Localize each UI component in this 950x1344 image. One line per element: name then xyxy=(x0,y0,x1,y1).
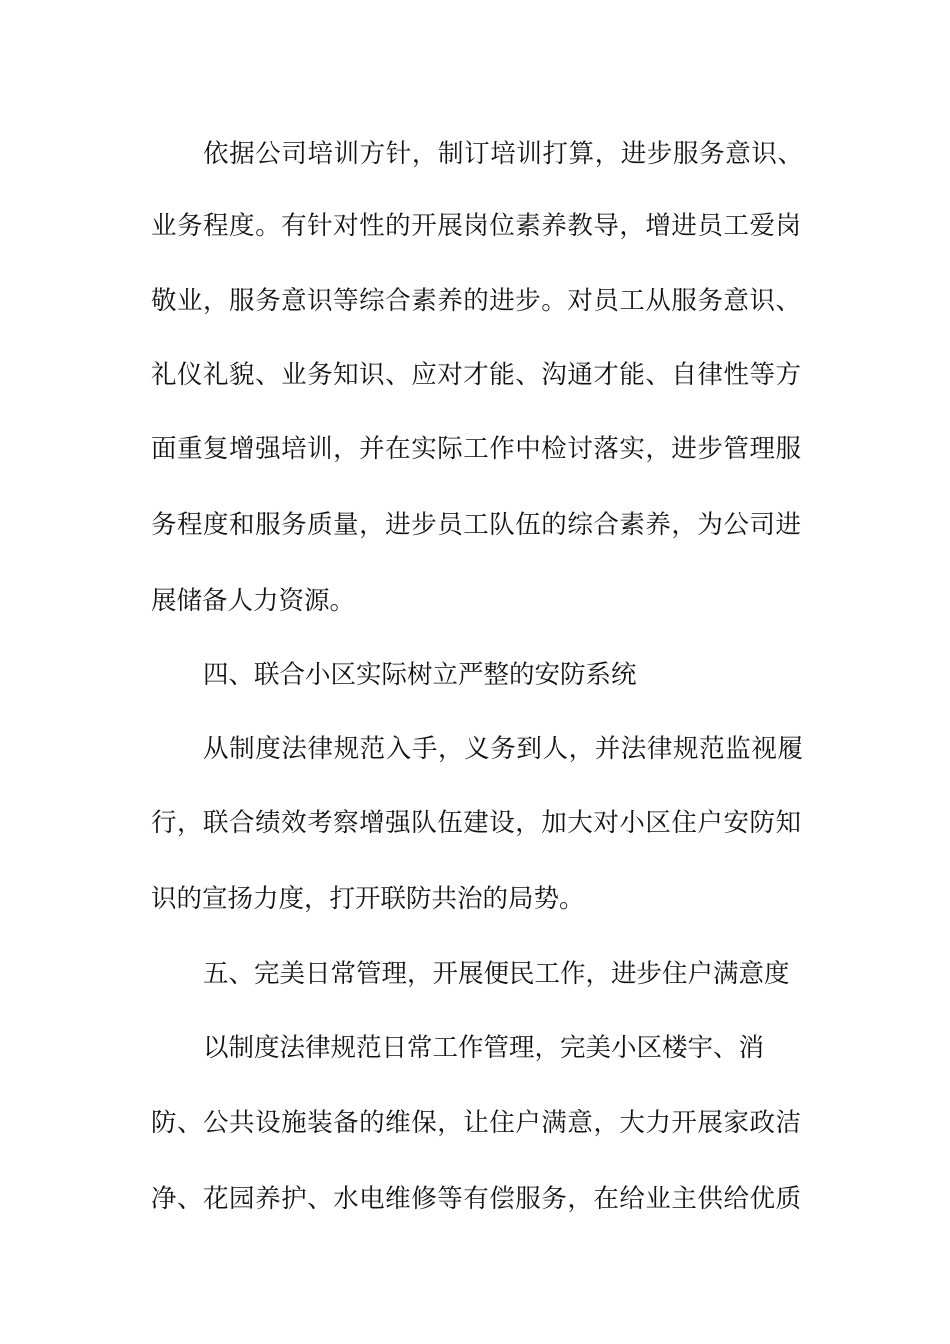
paragraph-line: 行，联合绩效考察增强队伍建设，加大对小区住户安防知 xyxy=(151,808,801,838)
paragraph-line: 展储备人力资源。 xyxy=(151,586,356,616)
section-heading: 五、完美日常管理，开展便民工作，进步住户满意度 xyxy=(203,959,790,989)
paragraph-line: 面重复增强培训，并在实际工作中检讨落实，进步管理服 xyxy=(151,434,801,464)
paragraph-line: 识的宣扬力度，打开联防共治的局势。 xyxy=(151,884,585,914)
paragraph-line: 从制度法律规范入手，义务到人，并法律规范监视履 xyxy=(203,734,803,764)
paragraph-line: 敬业，服务意识等综合素养的进步。对员工从服务意识、 xyxy=(151,286,801,316)
paragraph-line: 业务程度。有针对性的开展岗位素养教导，增进员工爱岗 xyxy=(151,211,801,241)
paragraph-line: 务程度和服务质量，进步员工队伍的综合素养，为公司进 xyxy=(151,510,801,540)
paragraph-line: 防、公共设施装备的维保，让住户满意，大力开展家政洁 xyxy=(151,1108,801,1138)
section-heading: 四、联合小区实际树立严整的安防系统 xyxy=(203,660,637,690)
paragraph-line: 礼仪礼貌、业务知识、应对才能、沟通才能、自律性等方 xyxy=(151,360,801,390)
paragraph-line: 以制度法律规范日常工作管理，完美小区楼宇、消 xyxy=(203,1033,765,1063)
paragraph-line: 依据公司培训方针，制订培训打算，进步服务意识、 xyxy=(203,139,803,169)
paragraph-line: 净、花园养护、水电维修等有偿服务，在给业主供给优质 xyxy=(151,1184,801,1214)
